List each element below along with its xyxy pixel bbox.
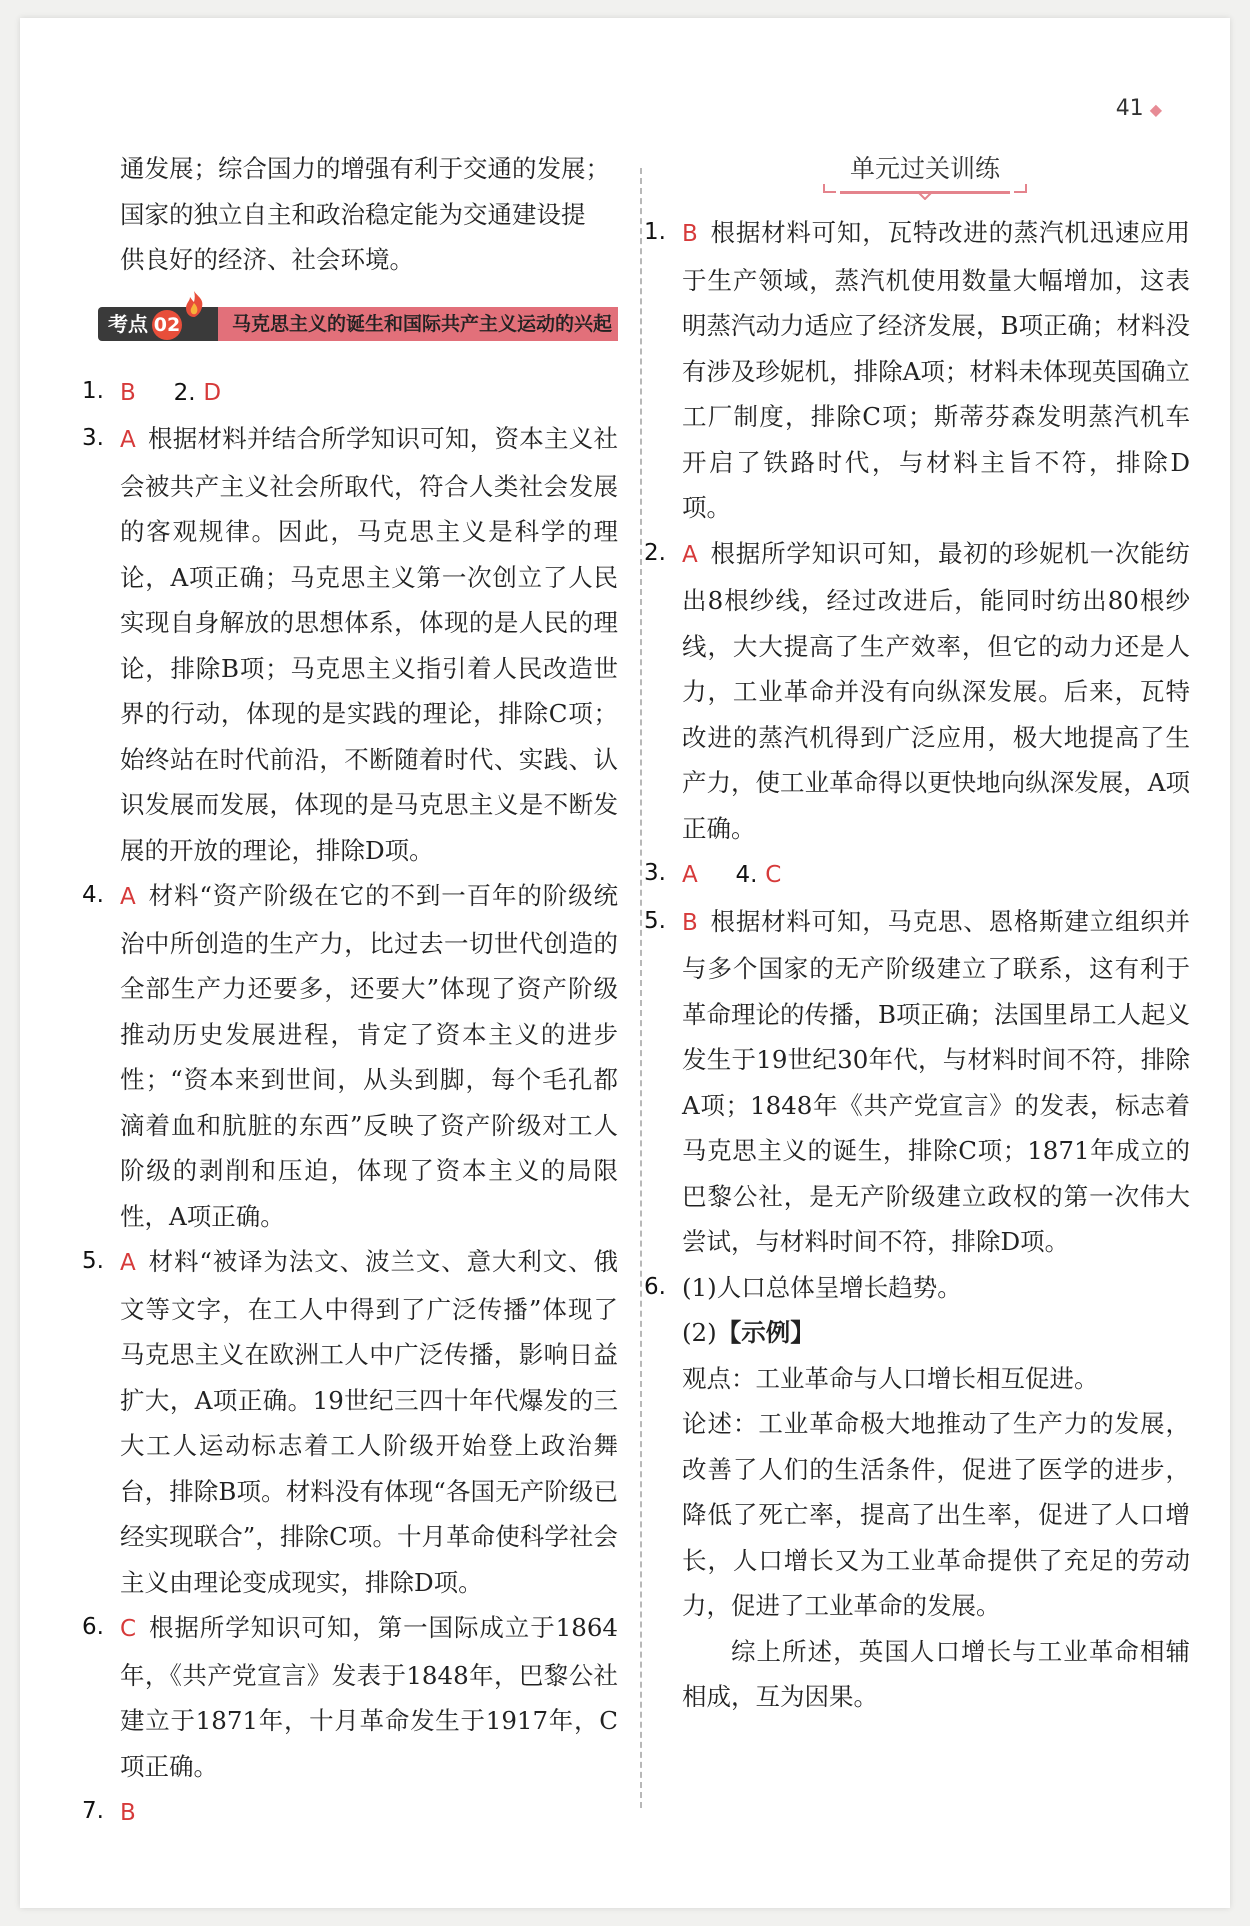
column-divider: [640, 168, 642, 1808]
answer-item: 1. B 2. D: [82, 377, 222, 406]
answer-letter: A: [682, 862, 698, 888]
example-label: 【示例】: [716, 1318, 815, 1347]
flame-icon: [176, 289, 212, 319]
argument-text: 论述：工业革命极大地推动了生产力的发展，改善了人们的生活条件，促进了医学的进步，降低了死亡率，提高了出生率，促进了人口增长，人口增长又为工业革命提供了充足的劳动力，促进了工业革命的发展。: [682, 1409, 1190, 1620]
answer-item: 5. A 材料“被译为法文、波兰文、意大利文、俄文等文字，在工人中得到了广泛传播”体现了马克思主义在欧洲工人中广泛传播，影响日益扩大，A项正确。19世纪三四十年代爆发的三大工人运动标志着工人阶级开始登上政治舞台，排除B项。材料没有体现“各国无产阶级已经实现联合”，排除C项。十月革命使科学社会主义由理论变成现实，排除D项。: [82, 1247, 618, 1597]
answer-letter: D: [203, 379, 222, 406]
answer-item: 4. A 材料“资产阶级在它的不到一百年的阶级统治中所创造的生产力，比过去一切世代创造的全部生产力还要多，还要大”体现了资产阶级推动历史发展进程，肯定了资本主义的进步性；“资本来到世间，从头到脚，每个毛孔都滴着血和肮脏的东西”反映了资产阶级对工人阶级的剥削和压迫，体现了资本主义的局限性，A项正确。: [82, 881, 618, 1231]
intro-line: 供良好的经济、社会环境。: [120, 245, 414, 274]
page-number: 41 ◆: [1115, 96, 1162, 121]
explanation-text: 根据所学知识可知，最初的珍妮机一次能纺出8根纱线，经过改进后，能同时纺出80根纱线，大大提高了生产效率，但它的动力还是人力，工业革命并没有向纵深发展。后来，瓦特改进的蒸汽机得到广泛应用，极大地提高了生产力，使工业革命得以更快地向纵深发展，A项正确。: [682, 538, 1190, 843]
answer-letter: A: [120, 884, 136, 910]
explanation-text: 材料“被译为法文、波兰文、意大利文、俄文等文字，在工人中得到了广泛传播”体现了马克思主义在欧洲工人中广泛传播，影响日益扩大，A项正确。19世纪三四十年代爆发的三大工人运动标志着工人阶级开始登上政治舞台，排除B项。材料没有体现“各国无产阶级已经实现联合”，排除C项。十月革命使科学社会主义由理论变成现实，排除D项。: [120, 1247, 618, 1597]
sub-answer: (1)人口总体呈增长趋势。: [682, 1272, 962, 1302]
answer-item: 6. C 根据所学知识可知，第一国际成立于1864年，《共产党宣言》发表于1848年，巴黎公社建立于1871年，十月革命发生于1917年，C项正确。: [82, 1613, 618, 1781]
conclusion-text: 综上所述，英国人口增长与工业革命相辅相成，互为因果。: [682, 1636, 1190, 1711]
answer-item: 1. B 根据材料可知，瓦特改进的蒸汽机迅速应用于生产领域，蒸汽机使用数量大幅增加，这表明蒸汽动力适应了经济发展，B项正确；材料没有涉及珍妮机，排除A项；材料未体现英国确立工厂制度，排除C项；斯蒂芬森发明蒸汽机车开启了铁路时代，与材料主旨不符，排除D项。: [644, 218, 1191, 522]
answer-item: 5. B 根据材料可知，马克思、恩格斯建立组织并与多个国家的无产阶级建立了联系，这有利于革命理论的传播，B项正确；法国里昂工人起义发生于19世纪30年代，与材料时间不符，排除A项；1848年《共产党宣言》的发表，标志着马克思主义的诞生，排除C项；1871年成立的巴黎公社，是无产阶级建立政权的第一次伟大尝试，与材料时间不符，排除D项。: [644, 906, 1191, 1256]
intro-text: [98, 146, 618, 283]
answer-letter: B: [120, 1800, 136, 1826]
answer-letter: A: [120, 427, 136, 453]
answer-item: 3. A 根据材料并结合所学知识可知，资本主义社会被共产主义社会所取代，符合人类社会发展的客观规律。因此，马克思主义是科学的理论，A项正确；马克思主义第一次创立了人民实现自身解放的思想体系，体现的是人民的理论，排除B项；马克思主义指引着人民改造世界的行动，体现的是实践的理论，排除C项；始终站在时代前沿，不断随着时代、实践、认识发展而发展，体现的是马克思主义是不断发展的开放的理论，排除D项。: [82, 424, 618, 865]
sub-answer: (2)【示例】: [682, 1318, 815, 1347]
answer-letter: C: [765, 862, 782, 888]
explanation-text: 根据材料可知，瓦特改进的蒸汽机迅速应用于生产领域，蒸汽机使用数量大幅增加，这表明蒸汽动力适应了经济发展，B项正确；材料没有涉及珍妮机，排除A项；材料未体现英国确立工厂制度，排除C项；斯蒂芬森发明蒸汽机车开启了铁路时代，与材料主旨不符，排除D项。: [682, 218, 1191, 522]
unit-title: 单元过关训练: [830, 146, 1020, 200]
answer-letter: A: [120, 1250, 136, 1276]
section-badge: 考点 02: [98, 307, 218, 341]
answer-item: 2. A 根据所学知识可知，最初的珍妮机一次能纺出8根纱线，经过改进后，能同时纺出80根纱线，大大提高了生产效率，但它的动力还是人力，工业革命并没有向纵深发展。后来，瓦特改进的蒸汽机得到广泛应用，极大地提高了生产力，使工业革命得以更快地向纵深发展，A项正确。: [644, 538, 1190, 843]
answer-item: 7. B: [82, 1798, 136, 1826]
answer-item: 6. (1)人口总体呈增长趋势。 (2)【示例】 观点：工业革命与人口增长相互促进。 论述：工业革命极大地推动了生产力的发展，改善了人们的生活条件，促进了医学的进步，降低了死亡率，提高了出生率，促进了人口增长，人口增长又为工业革命提供了充足的劳动力，促进了工业革命的发展。 综上所述，英国人口增长与工业革命相辅相成，互为因果。: [660, 1265, 1190, 1720]
section-number: 02: [152, 310, 182, 340]
ribbon-decoration: [822, 182, 1028, 200]
diamond-icon: ◆: [1149, 100, 1162, 119]
answer-letter: C: [120, 1616, 137, 1642]
section-header: [98, 299, 618, 347]
explanation-text: 材料“资产阶级在它的不到一百年的阶级统治中所创造的生产力，比过去一切世代创造的全部生产力还要多，还要大”体现了资产阶级推动历史发展进程，肯定了资本主义的进步性；“资本来到世间，从头到脚，每个毛孔都滴着血和肮脏的东西”反映了资产阶级对工人阶级的剥削和压迫，体现了资本主义的局限性，A项正确。: [120, 881, 618, 1231]
answer-letter: B: [682, 221, 698, 247]
intro-line: 通发展；综合国力的增强有利于交通的发展；: [120, 154, 610, 183]
section-title: 马克思主义的诞生和国际共产主义运动的兴起: [218, 307, 618, 341]
left-column: [82, 146, 618, 1837]
page: [20, 18, 1230, 1908]
answer-letter: A: [682, 541, 698, 568]
right-column: [644, 146, 1191, 1720]
explanation-text: 根据材料并结合所学知识可知，资本主义社会被共产主义社会所取代，符合人类社会发展的客观规律。因此，马克思主义是科学的理论，A项正确；马克思主义第一次创立了人民实现自身解放的思想体系，体现的是人民的理论，排除B项；马克思主义指引着人民改造世界的行动，体现的是实践的理论，排除C项；始终站在时代前沿，不断随着时代、实践、认识发展而发展，体现的是马克思主义是不断发展的开放的理论，排除D项。: [120, 424, 618, 865]
answer-letter: B: [682, 909, 698, 936]
answer-item: 3. A 4. C: [644, 860, 782, 888]
explanation-text: 根据材料可知，马克思、恩格斯建立组织并与多个国家的无产阶级建立了联系，这有利于革命理论的传播，B项正确；法国里昂工人起义发生于19世纪30年代，与材料时间不符，排除A项；1848年《共产党宣言》的发表，标志着马克思主义的诞生，排除C项；1871年成立的巴黎公社，是无产阶级建立政权的第一次伟大尝试，与材料时间不符，排除D项。: [682, 906, 1191, 1256]
answer-letter: B: [120, 379, 136, 406]
intro-line: 国家的独立自主和政治稳定能为交通建设提: [120, 199, 586, 229]
explanation-text: 根据所学知识可知，第一国际成立于1864年，《共产党宣言》发表于1848年，巴黎公社建立于1871年，十月革命发生于1917年，C项正确。: [120, 1613, 618, 1781]
viewpoint-text: 观点：工业革命与人口增长相互促进。: [682, 1363, 1099, 1393]
